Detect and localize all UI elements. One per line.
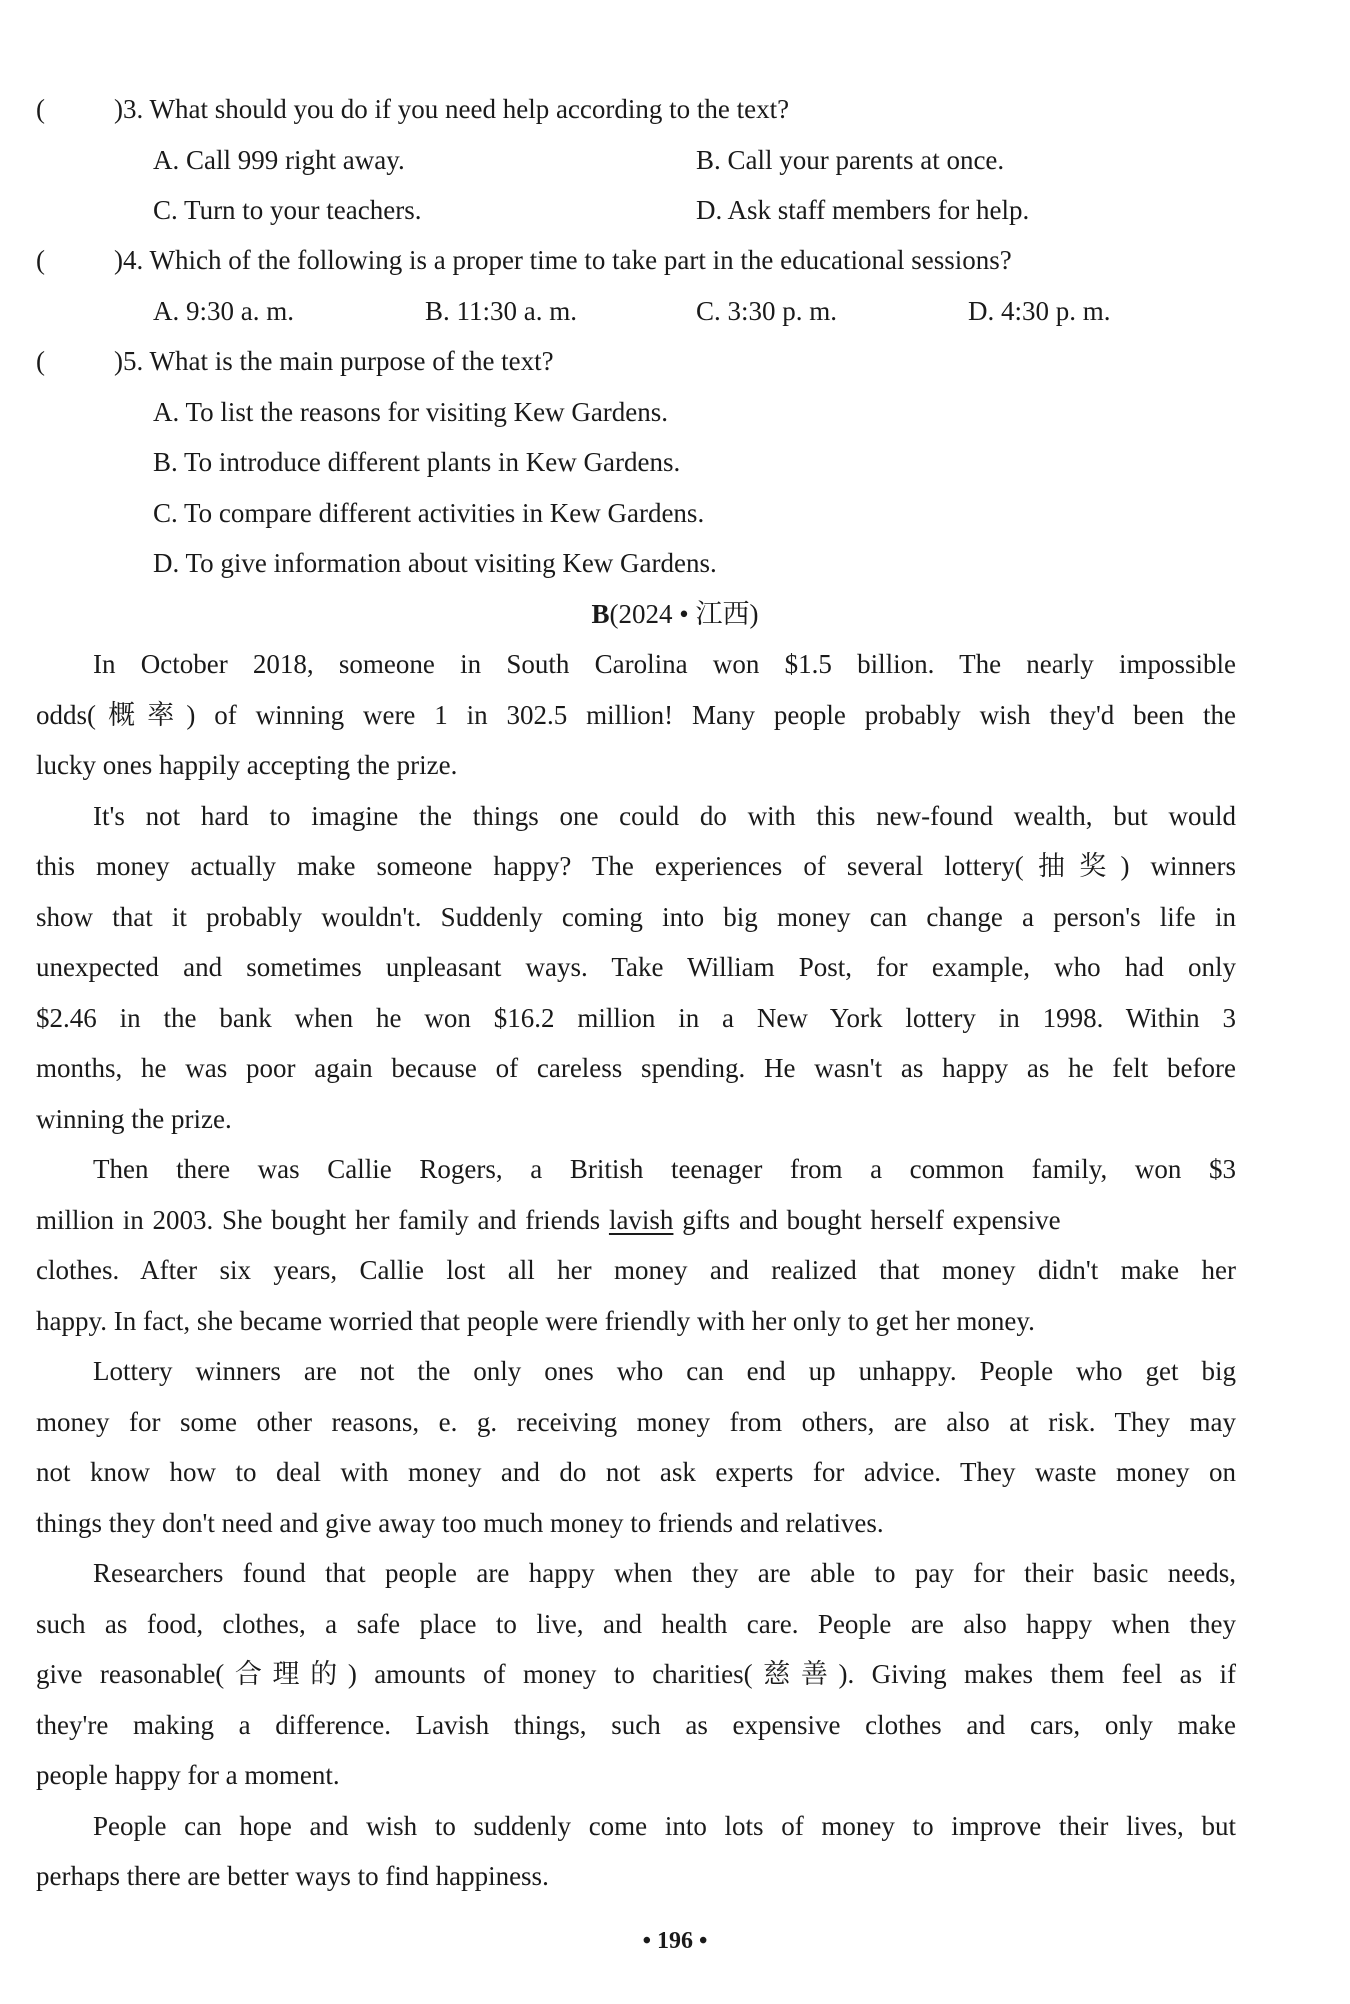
question-3 bbox=[36, 92, 1236, 126]
section-source: (2024 • 江西) bbox=[609, 599, 759, 629]
page-number: • 196 • bbox=[642, 1928, 708, 1954]
answer-paren: ( bbox=[36, 346, 45, 376]
section-heading bbox=[0, 597, 1350, 631]
passage-line: this money actually make someone happy? The experiences of several lottery(抽奖) winners bbox=[36, 851, 1236, 881]
passage-line: not know how to deal with money and do not ask experts for advice. They waste money on bbox=[36, 1457, 1236, 1487]
passage-line: perhaps there are better ways to find happiness. bbox=[36, 1861, 549, 1891]
passage-line: lucky ones happily accepting the prize. bbox=[36, 750, 458, 780]
option-c: C. Turn to your teachers. bbox=[153, 195, 422, 225]
passage-line: things they don't need and give away too much money to friends and relatives. bbox=[36, 1508, 884, 1538]
passage-line: money for some other reasons, e. g. receiving money from others, are also at risk. They may bbox=[36, 1407, 1236, 1437]
option-c: C. 3:30 p. m. bbox=[696, 296, 838, 326]
passage-line: people happy for a moment. bbox=[36, 1760, 340, 1790]
answer-paren: ( bbox=[36, 245, 45, 275]
question-stem: What should you do if you need help according to the text? bbox=[149, 94, 790, 124]
passage-line: Researchers found that people are happy when they are able to pay for their basic needs, bbox=[93, 1558, 1236, 1588]
passage-line: winning the prize. bbox=[36, 1104, 232, 1134]
option-d: D. 4:30 p. m. bbox=[968, 296, 1111, 326]
question-stem: Which of the following is a proper time to take part in the educational sessions? bbox=[149, 245, 1012, 275]
answer-paren: ( bbox=[36, 94, 45, 124]
passage-line: $2.46 in the bank when he won $16.2 million in a New York lottery in 1998. Within 3 bbox=[36, 1003, 1236, 1033]
passage-line: give reasonable(合理的) amounts of money to charities(慈善). Giving makes them feel as if bbox=[36, 1659, 1236, 1689]
passage-line: clothes. After six years, Callie lost all her money and realized that money didn't make her bbox=[36, 1255, 1236, 1285]
passage-line: they're making a difference. Lavish things, such as expensive clothes and cars, only make bbox=[36, 1710, 1236, 1740]
option-a: A. To list the reasons for visiting Kew Gardens. bbox=[153, 397, 669, 427]
option-a: A. 9:30 a. m. bbox=[153, 296, 294, 326]
option-d: D. To give information about visiting Kew Gardens. bbox=[153, 548, 717, 578]
passage-line bbox=[36, 1203, 1236, 1237]
passage-line: show that it probably wouldn't. Suddenly coming into big money can change a person's life in bbox=[36, 902, 1236, 932]
passage-text: gifts and bought herself expensive bbox=[682, 1205, 1061, 1235]
passage-line: happy. In fact, she became worried that people were friendly with her only to get her money. bbox=[36, 1306, 1035, 1336]
passage-line: odds(概率) of winning were 1 in 302.5 million! Many people probably wish they'd been the bbox=[36, 700, 1236, 730]
option-a: A. Call 999 right away. bbox=[153, 145, 405, 175]
question-number: )5. bbox=[114, 346, 144, 376]
section-letter: B bbox=[591, 599, 610, 629]
passage-line: Lottery winners are not the only ones who can end up unhappy. People who get big bbox=[93, 1356, 1236, 1386]
passage-line: In October 2018, someone in South Carolina won $1.5 billion. The nearly impossible bbox=[93, 649, 1236, 679]
question-4 bbox=[36, 243, 1236, 277]
passage-line: People can hope and wish to suddenly come into lots of money to improve their lives, but bbox=[93, 1811, 1236, 1841]
passage-line: It's not hard to imagine the things one could do with this new-found wealth, but would bbox=[93, 801, 1236, 831]
passage-line: months, he was poor again because of careless spending. He wasn't as happy as he felt before bbox=[36, 1053, 1236, 1083]
question-number: )3. bbox=[114, 94, 144, 124]
passage-line: Then there was Callie Rogers, a British teenager from a common family, won $3 bbox=[93, 1154, 1236, 1184]
question-stem: What is the main purpose of the text? bbox=[149, 346, 554, 376]
option-b: B. To introduce different plants in Kew Gardens. bbox=[153, 447, 681, 477]
passage-line: such as food, clothes, a safe place to live, and health care. People are also happy when they bbox=[36, 1609, 1236, 1639]
question-number: )4. bbox=[114, 245, 144, 275]
option-c: C. To compare different activities in Kew Gardens. bbox=[153, 498, 705, 528]
passage-text: million in 2003. She bought her family and friends bbox=[36, 1205, 601, 1235]
option-b: B. 11:30 a. m. bbox=[425, 296, 577, 326]
option-b: B. Call your parents at once. bbox=[696, 145, 1005, 175]
question-5 bbox=[36, 344, 1236, 378]
passage-line: unexpected and sometimes unpleasant ways. Take William Post, for example, who had only bbox=[36, 952, 1236, 982]
option-d: D. Ask staff members for help. bbox=[696, 195, 1030, 225]
underlined-word: lavish bbox=[608, 1205, 674, 1235]
